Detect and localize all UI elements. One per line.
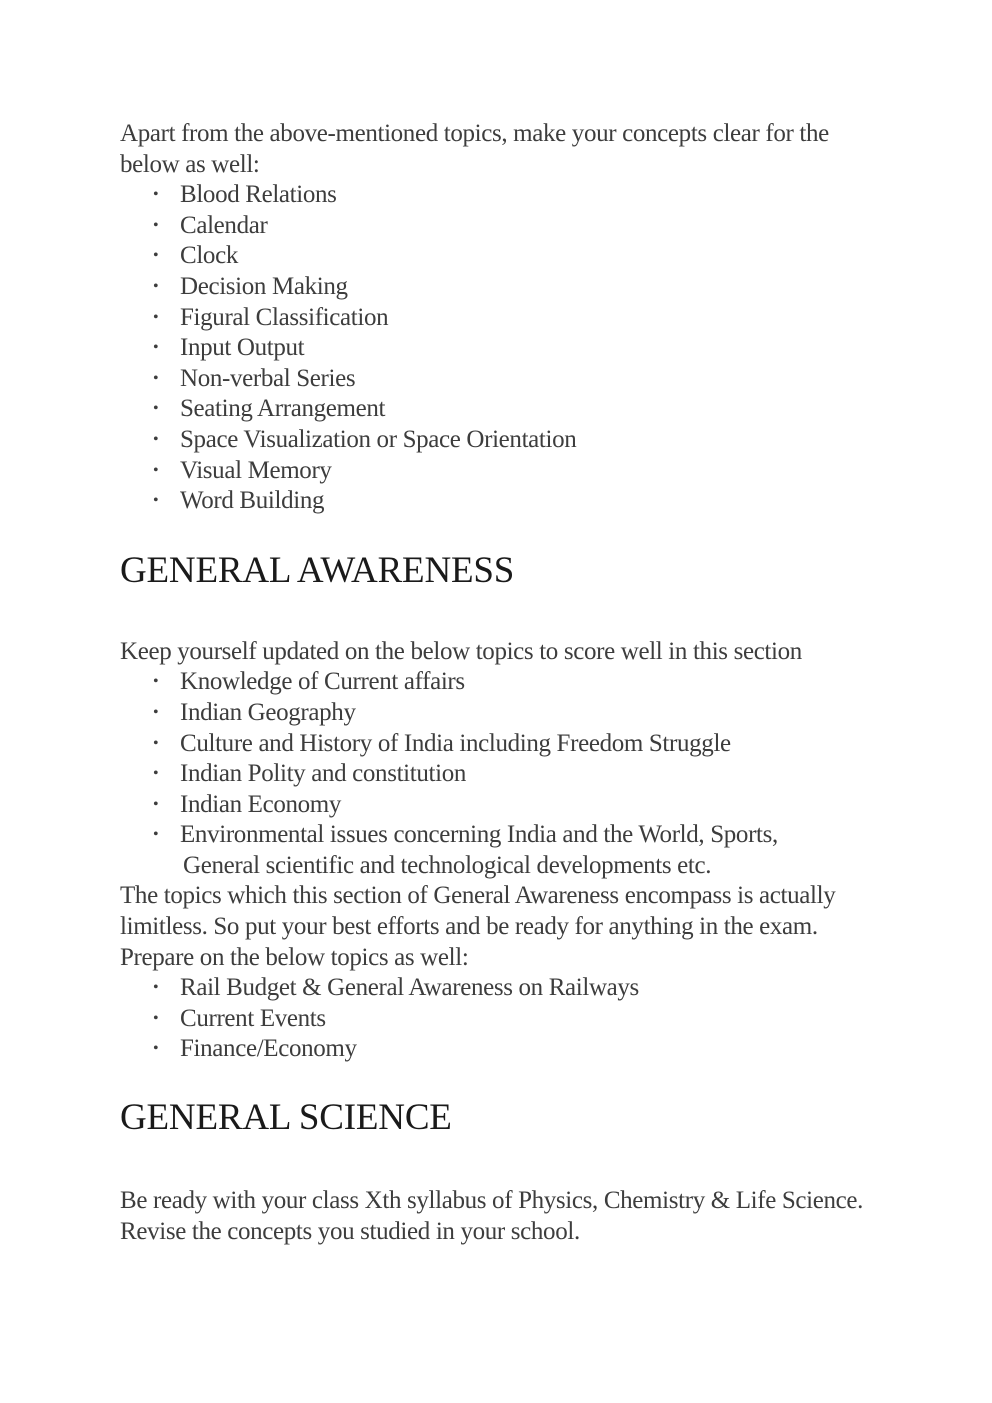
general-awareness-paragraph: The topics which this section of General Awareness encompass is actually limitless. So put your best efforts and be ready for anything in the exam. Prepare on the below topics as well: [120, 882, 836, 971]
bullet-icon: • [153, 369, 159, 387]
bullet-icon: • [153, 461, 159, 479]
list-item: • Non-verbal Series [120, 364, 880, 395]
list-item-line: Environmental issues concerning India and the World, Sports, [180, 821, 778, 849]
bullet-icon: • [153, 492, 159, 510]
bullet-icon: • [153, 247, 159, 265]
general-awareness-topic-list [120, 667, 880, 881]
general-awareness-heading: GENERAL AWARENESS [120, 549, 515, 591]
reasoning-topic-list [120, 180, 880, 517]
bullet-icon: • [153, 1009, 159, 1027]
bullet-icon: • [153, 703, 159, 721]
list-item: • Indian Polity and constitution [120, 759, 880, 790]
general-awareness-extra-list [120, 973, 880, 1065]
bullet-icon: • [153, 734, 159, 752]
list-item: • Input Output [120, 333, 880, 364]
bullet-icon: • [153, 979, 159, 997]
general-awareness-intro: Keep yourself updated on the below topics to score well in this section [120, 637, 802, 665]
document-page [120, 119, 880, 1247]
list-item: • Blood Relations [120, 180, 880, 211]
bullet-icon: • [153, 277, 159, 295]
bullet-icon: • [153, 765, 159, 783]
bullet-icon: • [153, 1040, 159, 1058]
bullet-icon: • [153, 216, 159, 234]
list-item: • Seating Arrangement [120, 394, 880, 425]
list-item: • Clock [120, 241, 880, 272]
list-item: • Indian Economy [120, 790, 880, 821]
bullet-icon: • [153, 826, 159, 844]
bullet-icon: • [153, 673, 159, 691]
general-science-paragraph: Be ready with your class Xth syllabus of Physics, Chemistry & Life Science. Revise the concepts you studied in your school. [120, 1187, 864, 1245]
list-item-line: General scientific and technological developments etc. [183, 851, 712, 879]
list-item: • Decision Making [120, 272, 880, 303]
bullet-icon: • [153, 339, 159, 357]
list-item: • Current Events [120, 1004, 880, 1035]
bullet-icon: • [153, 186, 159, 204]
list-item: • Knowledge of Current affairs [120, 667, 880, 698]
bullet-icon: • [153, 430, 159, 448]
reasoning-intro: Apart from the above-mentioned topics, make your concepts clear for the below as well: [120, 120, 829, 178]
list-item: • Figural Classification [120, 303, 880, 334]
bullet-icon: • [153, 400, 159, 418]
list-item [120, 820, 880, 881]
bullet-icon: • [153, 795, 159, 813]
list-item: • Calendar [120, 211, 880, 242]
bullet-icon: • [153, 308, 159, 326]
list-item: • Space Visualization or Space Orientation [120, 425, 880, 456]
list-item: • Finance/Economy [120, 1034, 880, 1065]
list-item: • Word Building [120, 486, 880, 517]
list-item: • Visual Memory [120, 456, 880, 487]
list-item: • Rail Budget & General Awareness on Railways [120, 973, 880, 1004]
list-item: • Culture and History of India including Freedom Struggle [120, 729, 880, 760]
list-item: • Indian Geography [120, 698, 880, 729]
general-science-heading: GENERAL SCIENCE [120, 1097, 452, 1139]
